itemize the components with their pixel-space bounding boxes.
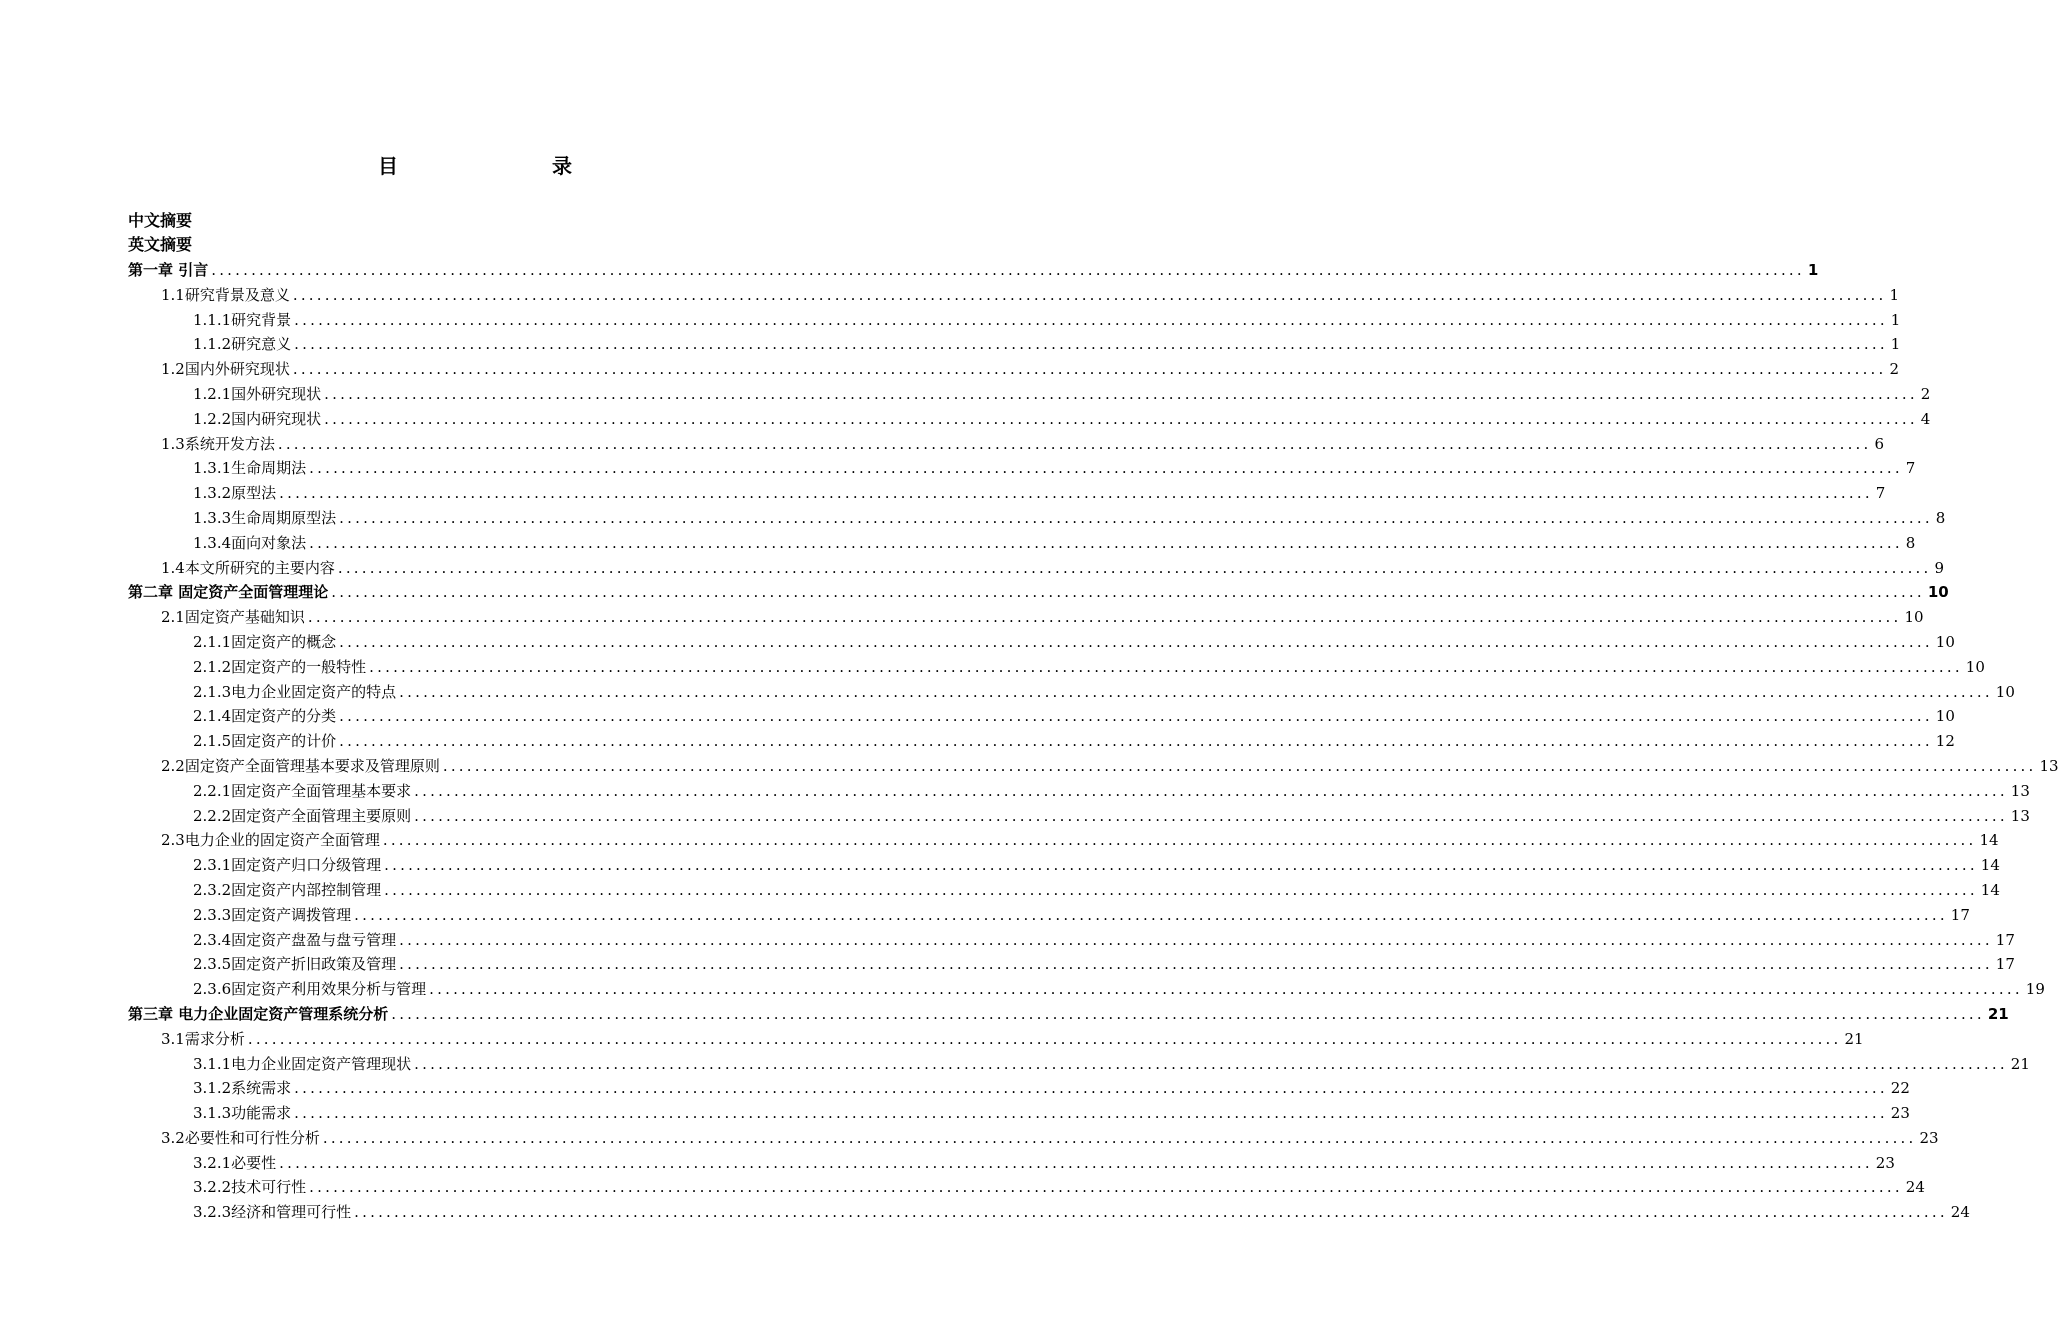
- dot-leader: ........................................................................................................................................................................................................: [292, 285, 1887, 304]
- toc-entry[interactable]: [128, 630, 1955, 655]
- toc-entry-title: 1.3.2原型法: [193, 484, 277, 503]
- toc-entry-title: 1.1研究背景及意义: [161, 285, 290, 304]
- toc-entry[interactable]: [128, 605, 1924, 630]
- toc-entry[interactable]: [128, 556, 1945, 581]
- toc-entry[interactable]: [128, 1126, 1939, 1151]
- toc-entry-title: 1.1.1研究背景: [193, 310, 292, 329]
- toc-chapter-entry[interactable]: [128, 258, 1819, 283]
- toc-page-number: 10: [1935, 707, 1955, 726]
- dot-leader: ........................................................................................................................................................................................................: [337, 558, 1932, 577]
- dot-leader: ........................................................................................................................................................................................................: [414, 781, 2008, 800]
- toc-entry-title: 2.3.2固定资产内部控制管理: [193, 880, 382, 899]
- toc-page-number: 13: [2010, 781, 2030, 800]
- toc-page-number: 17: [1995, 930, 2015, 949]
- dot-leader: ........................................................................................................................................................................................................: [247, 1029, 1842, 1048]
- toc-page-number: 23: [1875, 1153, 1895, 1172]
- toc-entry-title: 2.2.2固定资产全面管理主要原则: [193, 806, 412, 825]
- toc-page-number: 1: [1890, 310, 1901, 329]
- toc-entry-title: 2.3电力企业的固定资产全面管理: [161, 831, 380, 850]
- toc-page-number: 21: [2010, 1054, 2030, 1073]
- toc-entry[interactable]: [128, 680, 2015, 705]
- toc-page-number: 13: [2039, 756, 2059, 775]
- toc-page-number: 10: [1935, 632, 1955, 651]
- toc-entry-title: 1.3.3生命周期原型法: [193, 508, 337, 527]
- dot-leader: ........................................................................................................................................................................................................: [292, 360, 1887, 379]
- dot-leader: ........................................................................................................................................................................................................: [384, 856, 1978, 875]
- toc-page-number: 8: [1935, 508, 1946, 527]
- dot-leader: ........................................................................................................................................................................................................: [414, 806, 2008, 825]
- toc-page-number: 19: [2025, 980, 2045, 999]
- toc-page-number: 13: [2010, 806, 2030, 825]
- toc-chapter-entry[interactable]: [128, 1002, 2009, 1027]
- dot-leader: ........................................................................................................................................................................................................: [382, 831, 1977, 850]
- toc-entry-title: 第二章 固定资产全面管理理论: [128, 583, 329, 602]
- toc-entry-title: 1.4本文所研究的主要内容: [161, 558, 335, 577]
- toc-entry-title: 1.3.4面向对象法: [193, 533, 307, 552]
- dot-leader: ........................................................................................................................................................................................................: [339, 508, 1933, 527]
- dot-leader: ........................................................................................................................................................................................................: [211, 261, 1805, 279]
- dot-leader: ........................................................................................................................................................................................................: [442, 756, 2037, 775]
- toc-entry[interactable]: [128, 357, 1900, 382]
- toc-page-number: 10: [1965, 657, 1985, 676]
- toc-entry-title: 第三章 电力企业固定资产管理系统分析: [128, 1004, 389, 1023]
- toc-entry[interactable]: [128, 382, 1931, 407]
- toc-page-number: 22: [1890, 1079, 1910, 1098]
- toc-entry[interactable]: [128, 729, 1955, 754]
- toc-entry[interactable]: [128, 1027, 1864, 1052]
- toc-entry[interactable]: [128, 283, 1900, 308]
- dot-leader: ........................................................................................................................................................................................................: [384, 880, 1978, 899]
- toc-entry[interactable]: [128, 308, 1901, 333]
- dot-leader: ........................................................................................................................................................................................................: [294, 1104, 1888, 1123]
- toc-entry-title: 第一章 引言: [128, 261, 209, 279]
- toc-entry-title: 1.3系统开发方法: [161, 434, 275, 453]
- toc-page-number: 23: [1919, 1128, 1939, 1147]
- toc-entry-title: 2.3.5固定资产折旧政策及管理: [193, 955, 397, 974]
- page-title: 目 录: [378, 154, 610, 178]
- toc-page-number: 10: [1904, 608, 1924, 627]
- toc-page-number: 12: [1935, 732, 1955, 751]
- toc-page-number: 6: [1874, 434, 1885, 453]
- toc-entry-title: 1.2国内外研究现状: [161, 360, 290, 379]
- toc-entry-title: 3.2.3经济和管理可行性: [193, 1203, 352, 1222]
- toc-entry[interactable]: [128, 903, 1970, 928]
- toc-entry[interactable]: [128, 407, 1931, 432]
- toc-page-number: 1: [1890, 335, 1901, 354]
- toc-page-number: 14: [1980, 856, 2000, 875]
- toc-entry-title: 3.2.1必要性: [193, 1153, 277, 1172]
- toc-page-number: 9: [1934, 558, 1945, 577]
- toc-entry-title: 2.1固定资产基础知识: [161, 608, 305, 627]
- toc-page-number: 17: [1950, 905, 1970, 924]
- dot-leader: ........................................................................................................................................................................................................: [294, 310, 1888, 329]
- dot-leader: ........................................................................................................................................................................................................: [294, 1079, 1888, 1098]
- toc-entry[interactable]: [128, 506, 1946, 531]
- toc-entry[interactable]: [128, 1052, 2030, 1077]
- toc-entry-title: 3.1.1电力企业固定资产管理现状: [193, 1054, 412, 1073]
- dot-leader: ........................................................................................................................................................................................................: [414, 1054, 2008, 1073]
- toc-page-number: 17: [1995, 955, 2015, 974]
- toc-entry-title: 2.2固定资产全面管理基本要求及管理原则: [161, 756, 440, 775]
- toc-page-number: 8: [1905, 533, 1916, 552]
- toc-entry-title: 3.1.2系统需求: [193, 1079, 292, 1098]
- toc-entry[interactable]: [128, 853, 2000, 878]
- dot-leader: ........................................................................................................................................................................................................: [322, 1128, 1917, 1147]
- toc-entry[interactable]: [128, 928, 2015, 953]
- toc-page-number: 2: [1889, 360, 1900, 379]
- dot-leader: ........................................................................................................................................................................................................: [331, 583, 1925, 602]
- dot-leader: ........................................................................................................................................................................................................: [391, 1004, 1985, 1023]
- dot-leader: ........................................................................................................................................................................................................: [324, 409, 1918, 428]
- toc-entry-title: 3.1.3功能需求: [193, 1104, 292, 1123]
- toc-entry-title: 2.2.1固定资产全面管理基本要求: [193, 781, 412, 800]
- toc-entry-title: 2.3.6固定资产利用效果分析与管理: [193, 980, 427, 999]
- dot-leader: ........................................................................................................................................................................................................: [309, 533, 1903, 552]
- dot-leader: ........................................................................................................................................................................................................: [277, 434, 1872, 453]
- toc-entry-title: 3.1需求分析: [161, 1029, 245, 1048]
- toc-entry[interactable]: [128, 779, 2030, 804]
- toc-chapter-entry[interactable]: [128, 580, 1949, 605]
- toc-entry-title: 2.1.5固定资产的计价: [193, 732, 337, 751]
- toc-page-number: 7: [1875, 484, 1886, 503]
- toc-entry-title: 1.2.2国内研究现状: [193, 409, 322, 428]
- toc-entry[interactable]: [128, 1101, 1910, 1126]
- dot-leader: ........................................................................................................................................................................................................: [354, 905, 1948, 924]
- toc-entry-title: 2.1.3电力企业固定资产的特点: [193, 682, 397, 701]
- toc-entry[interactable]: [128, 432, 1885, 457]
- toc-entry-english-abstract[interactable]: 英文摘要: [128, 235, 193, 254]
- toc-entry-title: 2.3.4固定资产盘盈与盘亏管理: [193, 930, 397, 949]
- toc-entry-title: 2.1.1固定资产的概念: [193, 632, 337, 651]
- toc-entry[interactable]: [128, 1200, 1970, 1225]
- dot-leader: ........................................................................................................................................................................................................: [369, 657, 1963, 676]
- dot-leader: ........................................................................................................................................................................................................: [309, 459, 1903, 478]
- toc-entry[interactable]: [128, 878, 2000, 903]
- toc-entry-title: 2.3.1固定资产归口分级管理: [193, 856, 382, 875]
- toc-entry[interactable]: [128, 704, 1955, 729]
- toc-entry-title: 2.3.3固定资产调拨管理: [193, 905, 352, 924]
- toc-page-number: 10: [1927, 583, 1949, 602]
- toc-page-number: 21: [1844, 1029, 1864, 1048]
- toc-entry[interactable]: [128, 531, 1916, 556]
- toc-entry-title: 3.2.2技术可行性: [193, 1178, 307, 1197]
- toc-page-number: 2: [1920, 384, 1931, 403]
- toc-entry-title: 1.2.1国外研究现状: [193, 384, 322, 403]
- toc-page-number: 7: [1905, 459, 1916, 478]
- dot-leader: ........................................................................................................................................................................................................: [429, 980, 2023, 999]
- toc-page-number: 1: [1807, 261, 1819, 279]
- table-of-contents: [128, 258, 2059, 1225]
- dot-leader: ........................................................................................................................................................................................................: [339, 707, 1933, 726]
- toc-page-number: 4: [1920, 409, 1931, 428]
- toc-entry[interactable]: [128, 1151, 1895, 1176]
- toc-entry[interactable]: [128, 952, 2015, 977]
- toc-entry[interactable]: [128, 456, 1916, 481]
- toc-entry-title: 2.1.2固定资产的一般特性: [193, 657, 367, 676]
- toc-page-number: 14: [1980, 880, 2000, 899]
- toc-entry[interactable]: [128, 828, 1999, 853]
- toc-entry[interactable]: [128, 655, 1985, 680]
- dot-leader: ........................................................................................................................................................................................................: [307, 608, 1902, 627]
- toc-page-number: 24: [1950, 1203, 1970, 1222]
- toc-entry-title: 1.3.1生命周期法: [193, 459, 307, 478]
- dot-leader: ........................................................................................................................................................................................................: [279, 484, 1873, 503]
- dot-leader: ........................................................................................................................................................................................................: [294, 335, 1888, 354]
- dot-leader: ........................................................................................................................................................................................................: [399, 930, 1993, 949]
- toc-page-number: 1: [1889, 285, 1900, 304]
- toc-page-number: 14: [1979, 831, 1999, 850]
- toc-page-number: 21: [1987, 1004, 2009, 1023]
- dot-leader: ........................................................................................................................................................................................................: [339, 732, 1933, 751]
- dot-leader: ........................................................................................................................................................................................................: [399, 682, 1993, 701]
- toc-entry[interactable]: [128, 804, 2030, 829]
- toc-entry-title: 2.1.4固定资产的分类: [193, 707, 337, 726]
- dot-leader: ........................................................................................................................................................................................................: [279, 1153, 1873, 1172]
- toc-entry[interactable]: [128, 1076, 1910, 1101]
- toc-entry-title: 1.1.2研究意义: [193, 335, 292, 354]
- toc-entry-chinese-abstract[interactable]: 中文摘要: [128, 211, 193, 230]
- dot-leader: ........................................................................................................................................................................................................: [354, 1203, 1948, 1222]
- toc-entry[interactable]: [128, 754, 2059, 779]
- toc-page-number: 23: [1890, 1104, 1910, 1123]
- toc-entry[interactable]: [128, 1175, 1925, 1200]
- dot-leader: ........................................................................................................................................................................................................: [399, 955, 1993, 974]
- toc-entry-title: 3.2必要性和可行性分析: [161, 1128, 320, 1147]
- dot-leader: ........................................................................................................................................................................................................: [309, 1178, 1903, 1197]
- dot-leader: ........................................................................................................................................................................................................: [339, 632, 1933, 651]
- toc-entry[interactable]: [128, 332, 1901, 357]
- toc-page-number: 10: [1995, 682, 2015, 701]
- toc-entry[interactable]: [128, 977, 2045, 1002]
- dot-leader: ........................................................................................................................................................................................................: [324, 384, 1918, 403]
- toc-page-number: 24: [1905, 1178, 1925, 1197]
- toc-entry[interactable]: [128, 481, 1886, 506]
